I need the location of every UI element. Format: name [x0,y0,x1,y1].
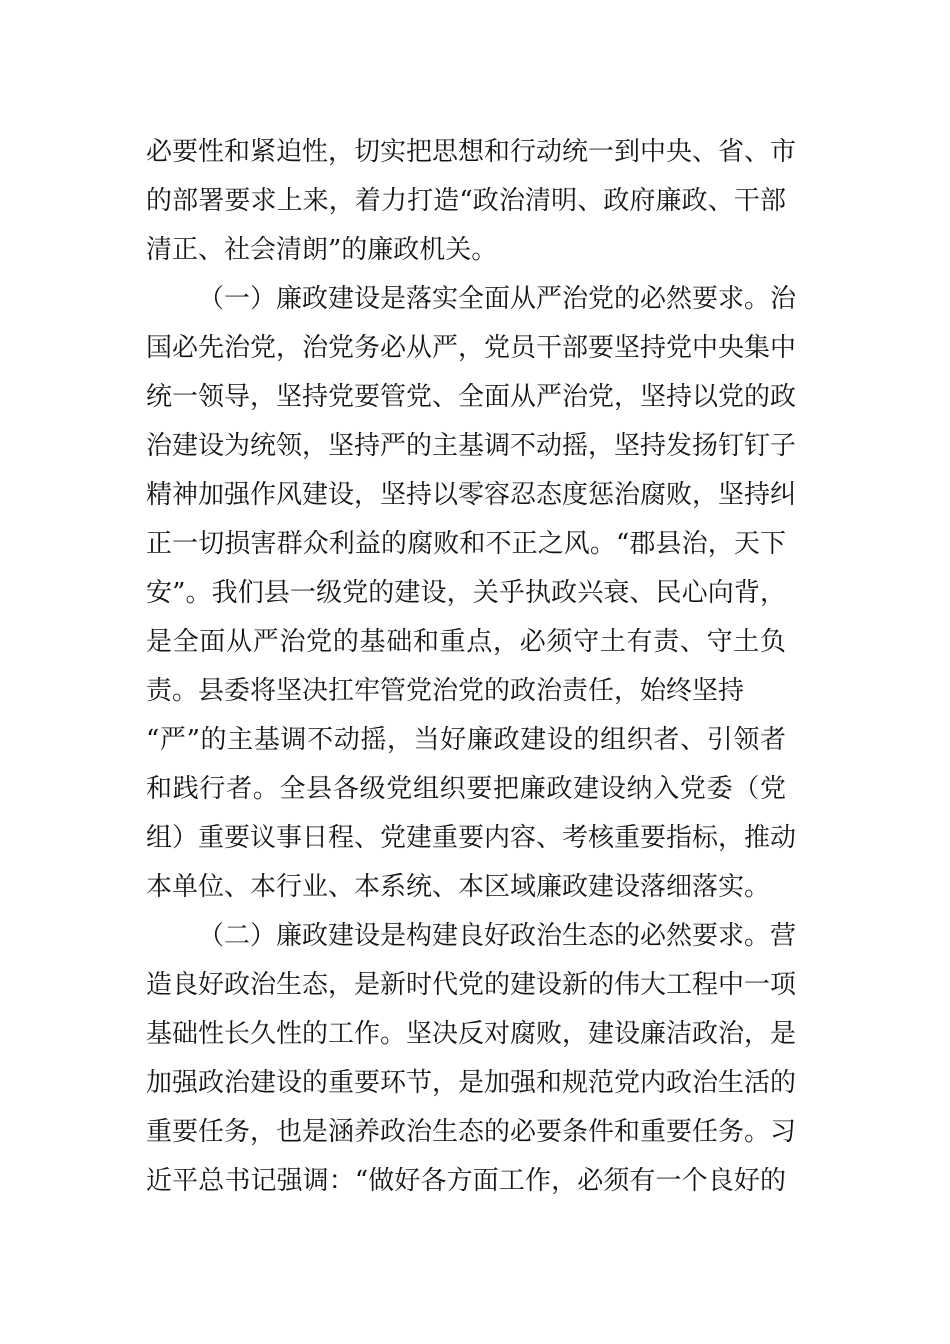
paragraph-line: 是全面从严治党的基础和重点，必须守土有责、守土负 [146,627,786,657]
paragraph-line: 精神加强作风建设，坚持以零容忍态度惩治腐败，坚持纠 [146,480,797,510]
paragraph-line: 本单位、本行业、本系统、本区域廉政建设落细落实。 [146,872,771,902]
paragraph-line: 治建设为统领，坚持严的主基调不动摇，坚持发扬钉钉子 [146,431,797,461]
paragraph-line: “严”的主基调不动摇，当好廉政建设的组织者、引领者 [146,725,786,755]
paragraph-line: 加强政治建设的重要环节，是加强和规范党内政治生活的 [146,1068,797,1098]
paragraph-line: 组）重要议事日程、党建重要内容、考核重要指标，推动 [146,823,797,853]
paragraph-line: 统一领导，坚持党要管党、全面从严治党，坚持以党的政 [146,382,797,412]
paragraph-line: 重要任务，也是涵养政治生态的必要条件和重要任务。习 [146,1117,797,1147]
paragraph-line: 基础性长久性的工作。坚决反对腐败，建设廉洁政治，是 [146,1019,797,1049]
paragraph-line: 清正、社会清朗”的廉政机关。 [146,235,498,265]
paragraph-line: 责。县委将坚决扛牢管党治党的政治责任，始终坚持 [146,676,745,706]
paragraph-line: 的部署要求上来，着力打造“政治清明、政府廉政、干部 [146,186,786,216]
section-heading-line: （一）廉政建设是落实全面从严治党的必然要求。治 [198,284,797,314]
paragraph-line: 国必先治党，治党务必从严，党员干部要坚持党中央集中 [146,333,797,363]
paragraph-line: 必要性和紧迫性，切实把思想和行动统一到中央、省、市 [146,137,797,167]
paragraph-line: 造良好政治生态，是新时代党的建设新的伟大工程中一项 [146,970,797,1000]
paragraph-line: 和践行者。全县各级党组织要把廉政建设纳入党委（党 [146,774,786,804]
section-heading-line: （二）廉政建设是构建良好政治生态的必然要求。营 [198,921,797,951]
paragraph-line: 近平总书记强调：“做好各方面工作，必须有一个良好的 [146,1166,786,1196]
paragraph-line: 安”。我们县一级党的建设，关乎执政兴衰、民心向背， [146,578,786,608]
paragraph-line: 正一切损害群众利益的腐败和不正之风。“郡县治，天下 [146,529,786,559]
